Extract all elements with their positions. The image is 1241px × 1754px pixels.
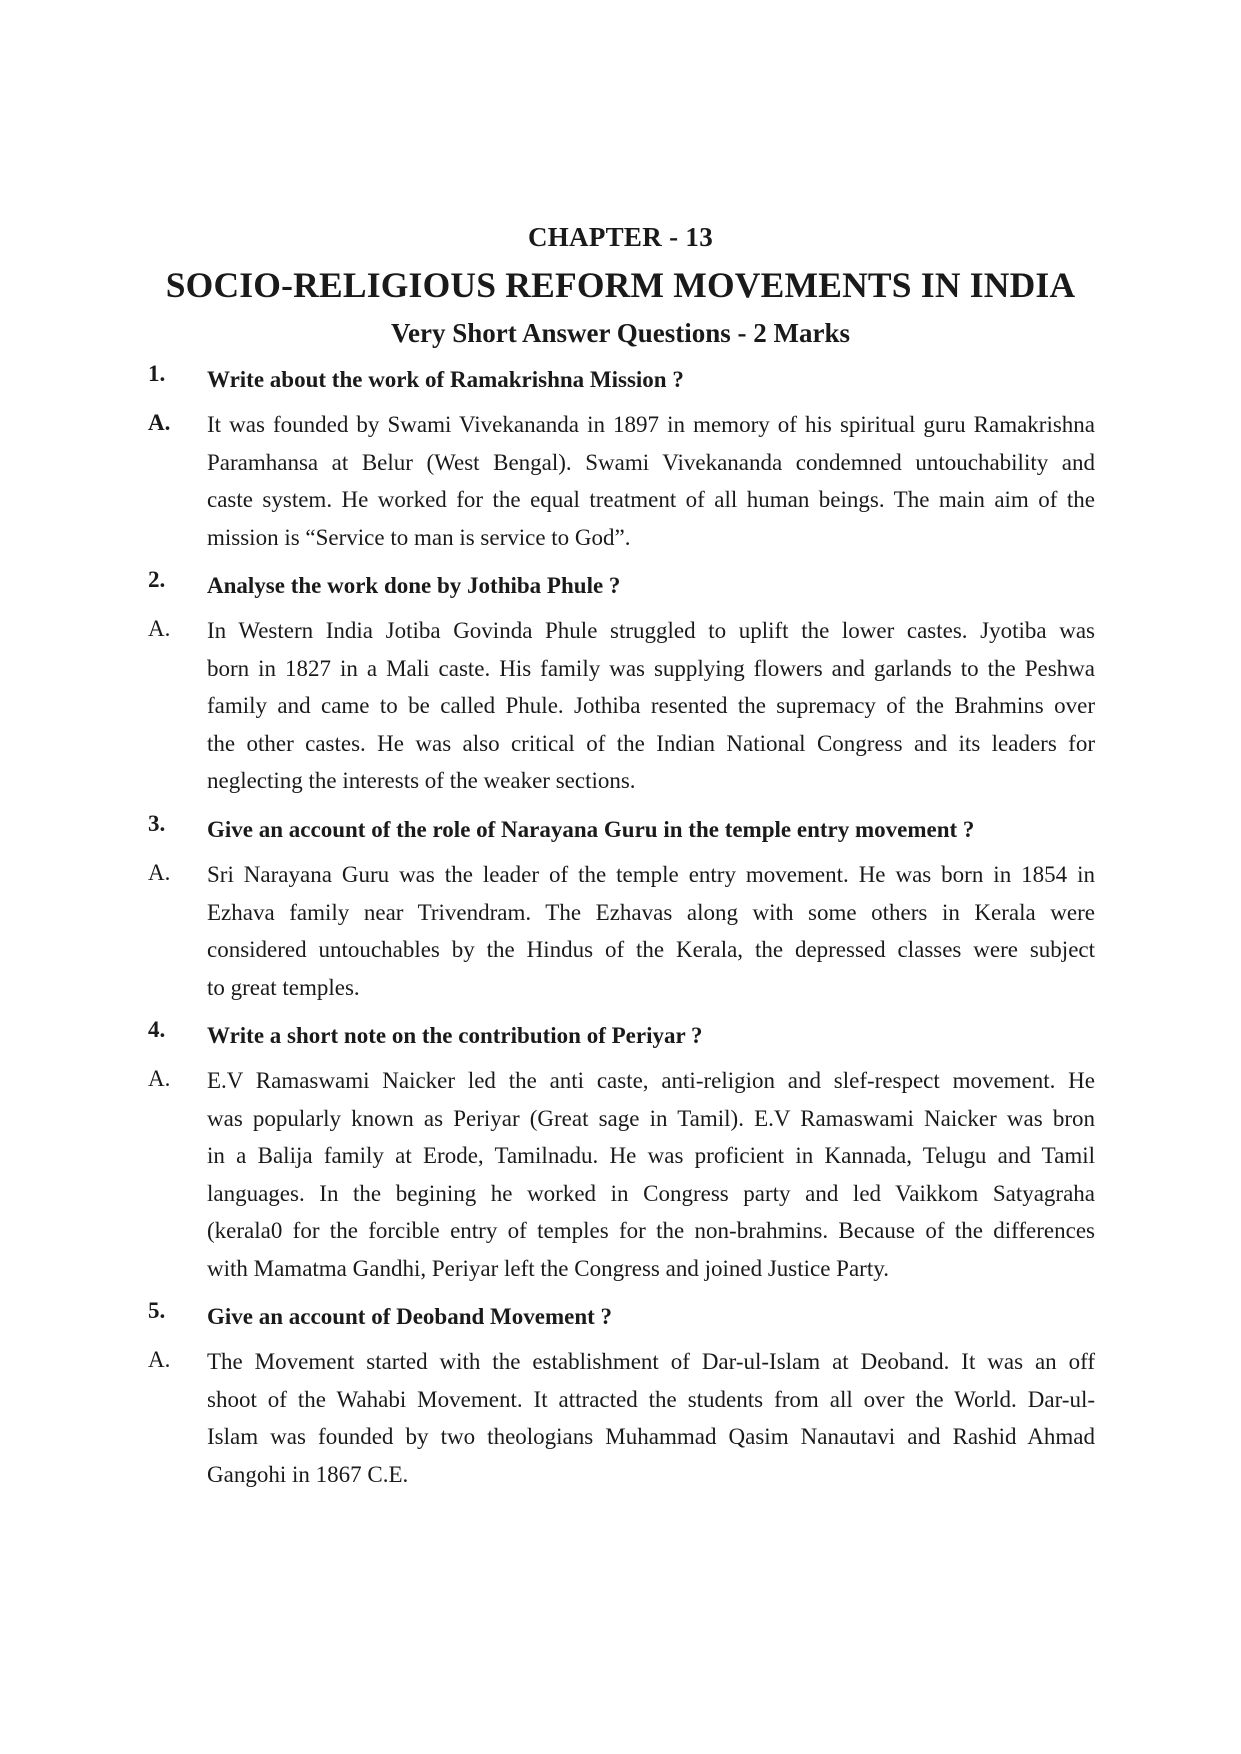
question-number: 3. [148, 811, 166, 836]
answer-line: the other castes. He was also critical of the Indian National Congress and its leaders for [207, 730, 1095, 756]
answer-line: with Mamatma Gandhi, Periyar left the Congress and joined Justice Party. [207, 1255, 889, 1281]
answer-line: In Western India Jotiba Govinda Phule struggled to uplift the lower castes. Jyotiba was [207, 618, 1095, 643]
question-text: Write about the work of Ramakrishna Mission ? [207, 367, 684, 392]
question-number: 2. [148, 567, 166, 592]
answer-line: born in 1827 in a Mali caste. His family was supplying flowers and garlands to the Peshwa [207, 655, 1095, 681]
question-row [0, 811, 1241, 848]
answer-text [207, 856, 1095, 1006]
answer-line: Ezhava family near Trivendram. The Ezhavas along with some others in Kerala were [207, 899, 1095, 925]
question-text: Give an account of Deoband Movement ? [207, 1304, 613, 1329]
answer-label: A. [148, 860, 171, 885]
section-subtitle: Very Short Answer Questions - 2 Marks [390, 318, 850, 348]
question-text: Analyse the work done by Jothiba Phule ? [207, 573, 621, 598]
answer-row [0, 1343, 1241, 1493]
answer-line: languages. In the begining he worked in Congress party and led Vaikkom Satyagraha [207, 1180, 1095, 1206]
answer-text [207, 1343, 1095, 1493]
answer-line: mission is “Service to man is service to God”. [207, 524, 631, 550]
question-row [0, 567, 1241, 604]
answer-line: Islam was founded by two theologians Muhammad Qasim Nanautavi and Rashid Ahmad [207, 1424, 1095, 1449]
answer-label: A. [148, 410, 171, 435]
answer-line: Sri Narayana Guru was the leader of the temple entry movement. He was born in 1854 in [207, 862, 1095, 887]
qa-item-5 [0, 1298, 1241, 1493]
question-number: 4. [148, 1017, 166, 1042]
qa-item-4 [0, 1017, 1241, 1287]
answer-line: neglecting the interests of the weaker sections. [207, 768, 636, 793]
answer-text [207, 1062, 1095, 1287]
qa-item-1 [0, 361, 1241, 556]
answer-line: The Movement started with the establishment of Dar-ul-Islam at Deoband. It was an off [207, 1349, 1095, 1374]
answer-line: shoot of the Wahabi Movement. It attracted the students from all over the World. Dar-ul- [207, 1386, 1095, 1412]
question-text: Write a short note on the contribution of Periyar ? [207, 1023, 703, 1048]
answer-label: A. [148, 1347, 171, 1372]
answer-row [0, 856, 1241, 1006]
answer-line: considered untouchables by the Hindus of the Kerala, the depressed classes were subject [207, 937, 1095, 962]
answer-row [0, 612, 1241, 800]
qa-item-2 [0, 567, 1241, 800]
answer-row [0, 1062, 1241, 1287]
answer-text [207, 406, 1095, 556]
answer-line: to great temples. [207, 974, 360, 1000]
question-number: 5. [148, 1298, 166, 1323]
answer-line: Paramhansa at Belur (West Bengal). Swami Vivekananda condemned untouchability and [207, 449, 1095, 475]
answer-line: caste system. He worked for the equal treatment of all human beings. The main aim of the [207, 487, 1095, 512]
answer-line: family and came to be called Phule. Jothiba resented the supremacy of the Brahmins over [207, 693, 1095, 718]
answer-line: (kerala0 for the forcible entry of temples for the non-brahmins. Because of the differences [207, 1218, 1095, 1243]
qa-item-3 [0, 811, 1241, 1006]
question-number: 1. [148, 361, 166, 386]
question-row [0, 361, 1241, 398]
question-row [0, 1017, 1241, 1054]
chapter-title: SOCIO-RELIGIOUS REFORM MOVEMENTS IN INDIA [165, 265, 1076, 305]
answer-line: E.V Ramaswami Naicker led the anti caste, anti-religion and slef-respect movement. He [207, 1068, 1095, 1093]
answer-row [0, 406, 1241, 556]
answer-line: was popularly known as Periyar (Great sage in Tamil). E.V Ramaswami Naicker was bron [207, 1105, 1095, 1131]
chapter-heading: CHAPTER - 13 [527, 222, 714, 252]
answer-line: It was founded by Swami Vivekananda in 1897 in memory of his spiritual guru Ramakrishna [207, 412, 1095, 437]
answer-line: Gangohi in 1867 C.E. [207, 1461, 409, 1487]
answer-line: in a Balija family at Erode, Tamilnadu. He was proficient in Kannada, Telugu and Tamil [207, 1143, 1095, 1168]
answer-text [207, 612, 1095, 800]
question-row [0, 1298, 1241, 1335]
answer-label: A. [148, 1066, 171, 1091]
answer-label: A. [148, 616, 171, 641]
question-text: Give an account of the role of Narayana Guru in the temple entry movement ? [207, 817, 975, 842]
